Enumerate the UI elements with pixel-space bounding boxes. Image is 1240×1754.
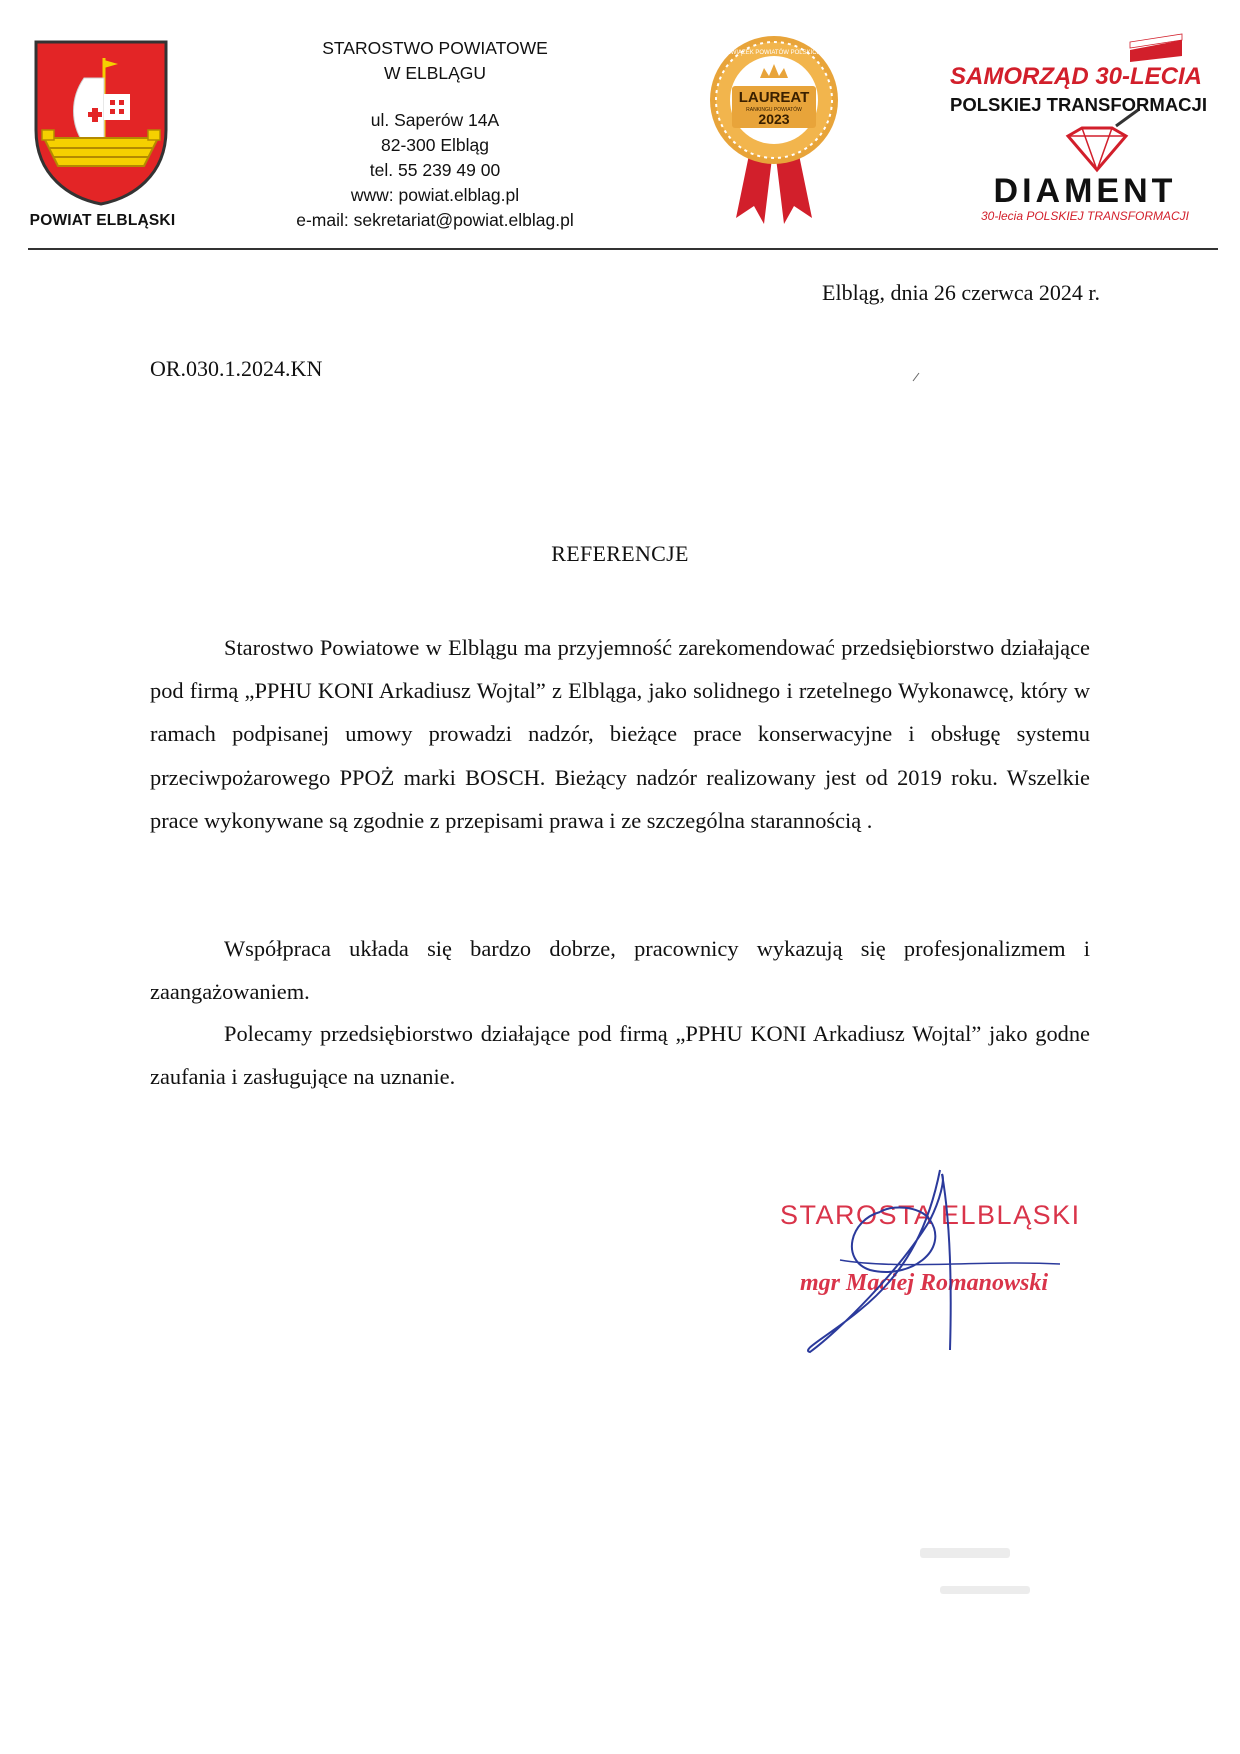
laureat-badge-icon [706,30,842,226]
samorzad-line2: POLSKIEJ TRANSFORMACJI [950,94,1207,115]
samorzad-diament-logo-icon [950,30,1220,230]
handwritten-signature-icon [780,1160,1100,1360]
reference-number: OR.030.1.2024.KN [150,356,323,381]
header-divider [28,248,1218,250]
paragraph-1 [150,626,1090,842]
samorzad-line3: DIAMENT [993,172,1177,210]
stamp-title: STAROSTA ELBLĄSKI [780,1200,1081,1230]
paragraph-2-text: Współpraca układa się bardzo dobrze, pracownicy wykazują się profesjonalizmem i zaangażowaniem. [150,936,1090,1005]
coat-of-arms-icon [32,38,170,206]
letter-date: Elbląg, dnia 26 czerwca 2024 r. [822,280,1100,305]
office-name-line2: W ELBLĄGU [383,63,487,83]
powiat-label: POWIAT ELBLĄSKI [29,212,176,229]
paragraph-2 [150,927,1090,1013]
letter-title: REFERENCJE [551,541,689,566]
laureat-title: LAUREAT [738,89,810,106]
office-name-line1: STAROSTWO POWIATOWE [322,38,548,58]
office-phone: tel. 55 239 49 00 [369,160,501,180]
office-www: www: powiat.elblag.pl [350,185,520,205]
faint-stamp-mark-icon [920,1540,1050,1610]
paragraph-1-text: Starostwo Powiatowe w Elblągu ma przyjemność zarekomendować przedsiębiorstwo działające pod firmą „PPHU KONI Arkadiusz Wojtal” z Elbląga, jako solidnego i rzetelnego Wykonawcę, który w ramach podpisanej umowy prowadzi nadzór, bieżące prace konserwacyjne i obsługę systemu przeciwpożarowego PPOŻ marki BOSCH. Bieżący nadzór realizowany jest od 2019 roku. Wszelkie prace wykonywane są zgodnie z przepisami prawa i ze szczególna starannością . [150,635,1090,833]
paragraph-3 [150,1012,1090,1098]
office-city: 82-300 Elbląg [381,135,489,155]
office-email: e-mail: sekretariat@powiat.elblag.pl [296,210,574,230]
laureat-year: 2023 [758,111,790,127]
samorzad-line1: SAMORZĄD 30-LECIA [950,63,1203,90]
laureat-ring-text: ZWIĄZEK POWIATÓW POLSKICH [727,50,821,56]
office-address-block [250,36,620,233]
samorzad-line4: 30-lecia POLSKIEJ TRANSFORMACJI [980,209,1190,223]
stamp-name: mgr Maciej Romanowski [800,1270,1049,1296]
office-street: ul. Saperów 14A [370,110,500,130]
laureat-subtitle: RANKINGU POWIATÓW [746,107,802,113]
pen-mark-icon [912,372,920,382]
paragraph-3-text: Polecamy przedsiębiorstwo działające pod firmą „PPHU KONI Arkadiusz Wojtal” jako godne zaufania i zasługujące na uznanie. [150,1021,1090,1090]
